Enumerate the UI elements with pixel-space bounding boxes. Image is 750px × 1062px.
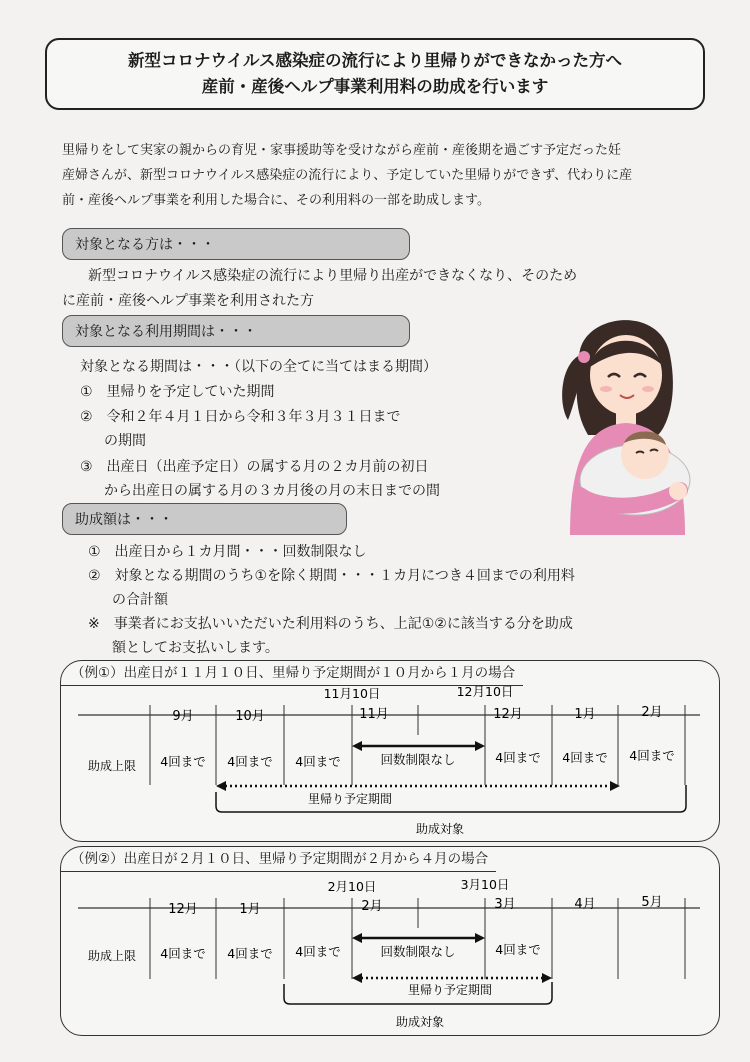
amount-note-a: ※ 事業者にお支払いいただいた利用料のうち、上記①②に該当する分を助成 xyxy=(88,616,573,632)
ex1-marker2: 12月10日 xyxy=(456,684,514,699)
ex1-month-2: 11月 xyxy=(359,707,389,722)
amount-item1: ① 出産日から１カ月間・・・回数制限なし xyxy=(88,544,367,560)
ex1-month-0: 9月 xyxy=(172,709,194,724)
ex1-cell-6: 4回まで xyxy=(629,748,675,763)
intro-paragraph xyxy=(62,138,712,213)
ex1-cell-0: 4回まで xyxy=(160,754,206,769)
period-item3a: ③ 出産日（出産予定日）の属する月の２カ月前の初日 xyxy=(80,459,429,475)
ex1-cell-2: 4回まで xyxy=(295,754,341,769)
period-heading xyxy=(62,315,410,347)
ex1-cell-1: 4回まで xyxy=(227,754,273,769)
target-line2: に産前・産後ヘルプ事業を利用された方 xyxy=(62,293,314,309)
example1-diagram xyxy=(60,660,720,842)
target-heading xyxy=(62,228,410,260)
ex2-month-3: 3月 xyxy=(494,897,516,912)
amount-item2b: の合計額 xyxy=(112,592,168,608)
ex2-cell-3: 回数制限なし xyxy=(380,944,456,959)
intro-line3: 前・産後ヘルプ事業を利用した場合に、その利用料の一部を助成します。 xyxy=(62,193,490,208)
amount-note-b: 額としてお支払いします。 xyxy=(112,640,279,656)
ex2-month-4: 4月 xyxy=(574,897,596,912)
target-heading-text: 対象となる方は・・・ xyxy=(75,237,215,253)
ex2-month-1: 1月 xyxy=(239,902,261,917)
intro-line1: 里帰りをして実家の親からの育児・家事援助等を受けながら産前・産後期を過ごす予定だった妊 xyxy=(62,143,622,158)
ex2-cell-2: 4回まで xyxy=(295,944,341,959)
ex1-marker1: 11月10日 xyxy=(323,686,381,701)
ex1-month-4: 1月 xyxy=(574,707,596,722)
period-item1: ① 里帰りを予定していた期間 xyxy=(80,384,275,400)
ex1-cell-5: 4回まで xyxy=(562,750,608,765)
ex1-period-label: 里帰り予定期間 xyxy=(307,792,393,806)
ex2-marker1: 2月10日 xyxy=(327,879,377,894)
ex2-cell-0: 4回まで xyxy=(160,946,206,961)
period-heading-text: 対象となる利用期間は・・・ xyxy=(75,324,257,340)
ex2-cell-4: 4回まで xyxy=(495,942,541,957)
amount-heading-text: 助成額は・・・ xyxy=(75,512,173,528)
example2-title: （例②）出産日が２月１０日、里帰り予定期間が２月から４月の場合 xyxy=(61,847,496,872)
ex1-row-label: 助成上限 xyxy=(87,759,137,773)
ex2-month-0: 12月 xyxy=(168,902,198,917)
ex1-cell-3: 回数制限なし xyxy=(380,752,456,767)
ex2-month-2: 2月 xyxy=(361,899,383,914)
ex2-month-5: 5月 xyxy=(641,895,663,910)
period-item2b: の期間 xyxy=(104,433,146,449)
ex1-cell-4: 4回まで xyxy=(495,750,541,765)
amount-item2a: ② 対象となる期間のうち①を除く期間・・・１カ月につき４回までの利用料 xyxy=(88,568,575,584)
mother-baby-illustration xyxy=(540,295,710,535)
ex2-marker2: 3月10日 xyxy=(460,877,510,892)
target-line1: 新型コロナウイルス感染症の流行により里帰り出産ができなくなり、そのため xyxy=(88,268,578,284)
intro-line2: 産婦さんが、新型コロナウイルス感染症の流行により、予定していた里帰りができず、代わりに産 xyxy=(62,168,633,183)
title-line2: 産前・産後ヘルプ事業利用料の助成を行います xyxy=(201,77,549,96)
ex2-period-label: 里帰り予定期間 xyxy=(407,983,493,997)
period-item2a: ② 令和２年４月１日から令和３年３月３１日まで xyxy=(80,409,401,425)
title-box xyxy=(45,38,705,110)
ex1-month-5: 2月 xyxy=(641,705,663,720)
example2-diagram xyxy=(60,846,720,1036)
ex1-month-3: 12月 xyxy=(493,707,523,722)
period-lead: 対象となる期間は・・・（以下の全てに当てはまる期間） xyxy=(80,359,437,375)
ex1-target-label: 助成対象 xyxy=(415,822,465,836)
amount-heading xyxy=(62,503,347,535)
ex2-row-label: 助成上限 xyxy=(87,949,137,963)
ex2-target-label: 助成対象 xyxy=(395,1015,445,1029)
ex1-month-1: 10月 xyxy=(235,709,265,724)
example1-title: （例①）出産日が１１月１０日、里帰り予定期間が１０月から１月の場合 xyxy=(61,661,523,686)
ex2-cell-1: 4回まで xyxy=(227,946,273,961)
title-line1: 新型コロナウイルス感染症の流行により里帰りができなかった方へ xyxy=(127,51,622,70)
period-item3b: から出産日の属する月の３カ月後の月の末日までの間 xyxy=(104,483,440,499)
